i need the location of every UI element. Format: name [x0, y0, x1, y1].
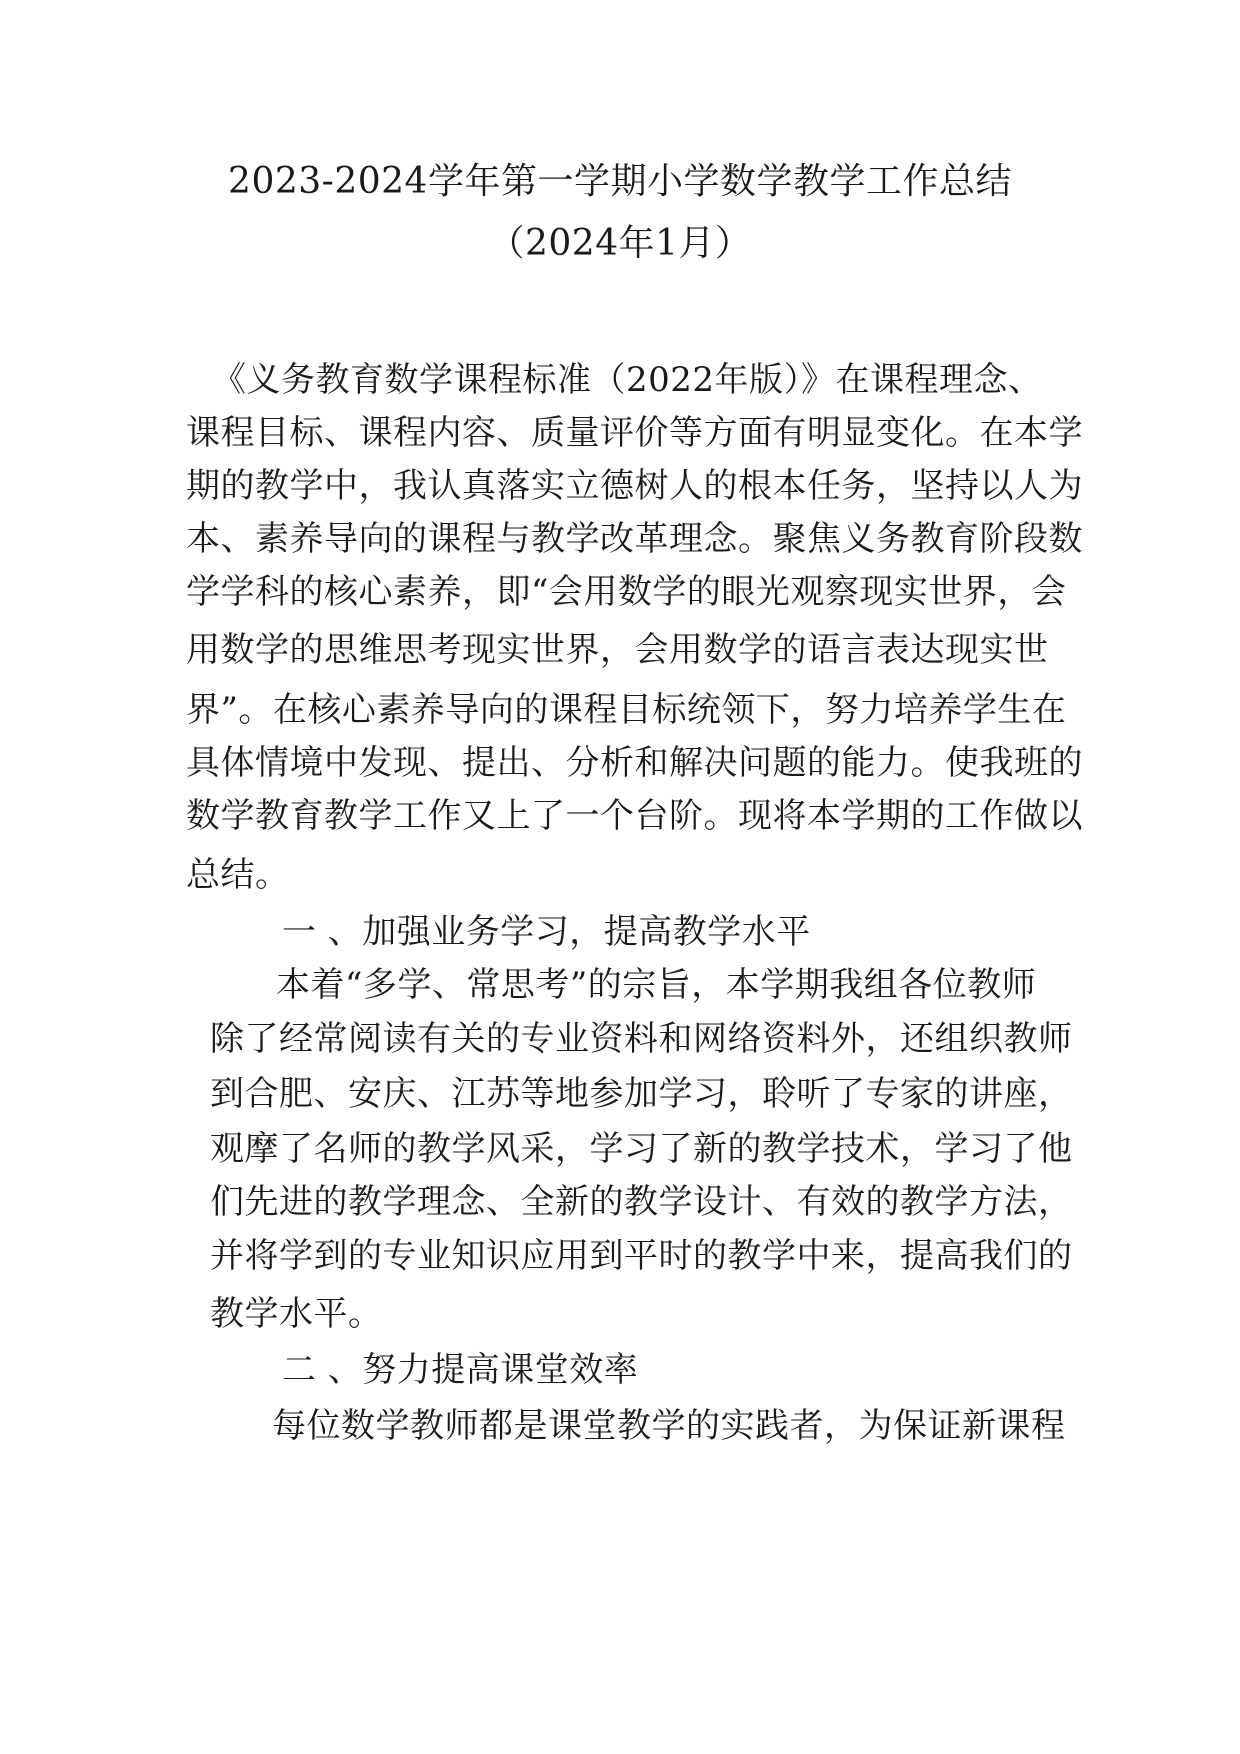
section-1-line: 们先进的教学理念、全新的教学设计、有效的教学方法， — [210, 1182, 1073, 1222]
intro-line: 本、素养导向的课程与教学改革理念。聚焦义务教育阶段数 — [186, 519, 1083, 559]
document-date: （2024年1月） — [488, 223, 752, 264]
section-1-line: 教学水平。 — [210, 1294, 383, 1334]
intro-line: 数学教育教学工作又上了一个台阶。现将本学期的工作做以 — [186, 796, 1083, 836]
section-1-line: 观摩了名师的教学风采，学习了新的教学技术，学习了他 — [210, 1129, 1073, 1169]
intro-line: 界”。在核心素养导向的课程目标统领下，努力培养学生在 — [186, 690, 1067, 730]
section-heading-2: 二 、努力提高课堂效率 — [282, 1350, 639, 1390]
intro-line: 《义务教育数学课程标准（2022年版）》在课程理念、 — [212, 360, 1043, 400]
section-2-line: 每位数学教师都是课堂教学的实践者，为保证新课程 — [272, 1406, 1066, 1446]
intro-line: 总结。 — [186, 855, 290, 895]
section-1-line: 并将学到的专业知识应用到平时的教学中来，提高我们的 — [210, 1236, 1073, 1276]
section-1-line: 除了经常阅读有关的专业资料和网络资料外，还组织教师 — [210, 1019, 1073, 1059]
section-heading-1: 一 、加强业务学习，提高教学水平 — [282, 912, 811, 952]
document-title: 2023-2024学年第一学期小学数学教学工作总结 — [228, 161, 1012, 202]
intro-line: 学学科的核心素养，即“会用数学的眼光观察现实世界，会 — [186, 572, 1067, 612]
intro-line: 课程目标、课程内容、质量评价等方面有明显变化。在本学 — [186, 413, 1083, 453]
intro-line: 期的教学中，我认真落实立德树人的根本任务，坚持以人为 — [186, 466, 1083, 506]
section-1-line: 本着“多学、常思考”的宗旨，本学期我组各位教师 — [276, 965, 1037, 1005]
section-1-line: 到合肥、安庆、江苏等地参加学习，聆听了专家的讲座， — [210, 1074, 1073, 1114]
intro-line: 具体情境中发现、提出、分析和解决问题的能力。使我班的 — [186, 743, 1083, 783]
intro-line: 用数学的思维思考现实世界，会用数学的语言表达现实世 — [186, 630, 1049, 670]
